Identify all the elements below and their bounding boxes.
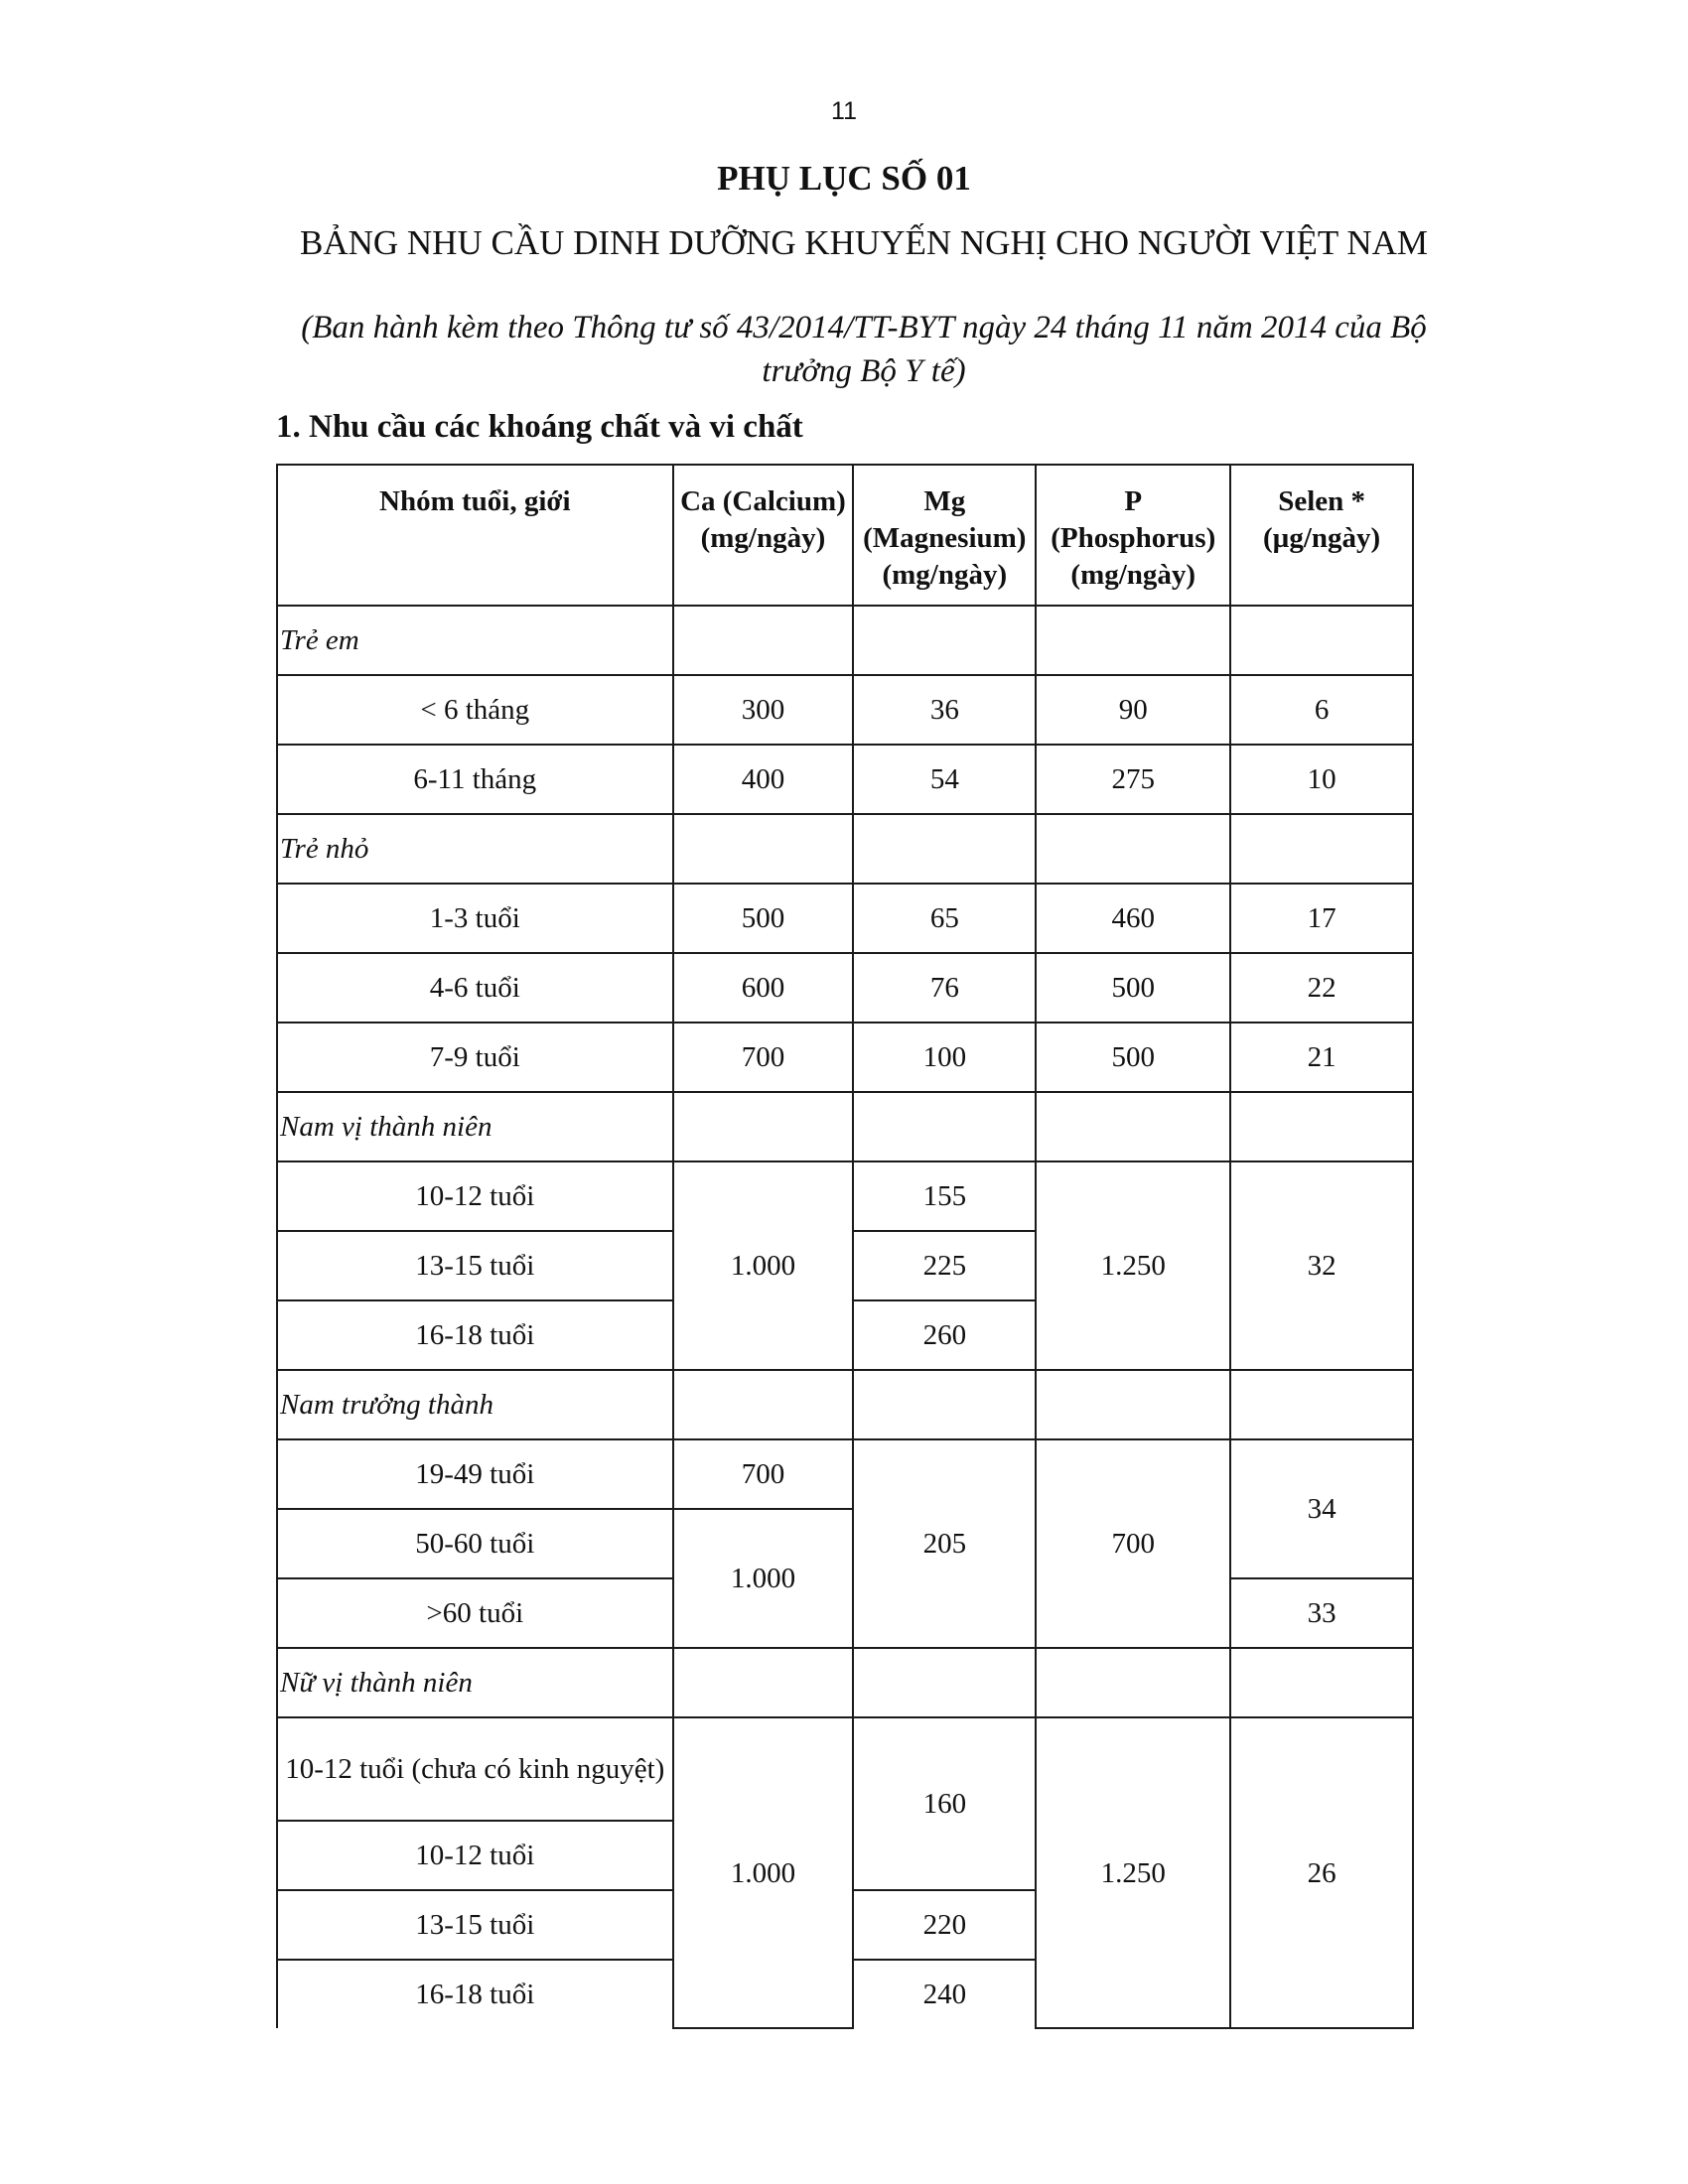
age-cell: >60 tuổi	[277, 1578, 673, 1648]
selen-cell: 22	[1230, 953, 1413, 1023]
age-cell: 10-12 tuổi (chưa có kinh nguyệt)	[277, 1717, 673, 1821]
group-row-nam-vi-thanh-nien	[277, 1092, 1413, 1161]
age-cell: 10-12 tuổi	[277, 1821, 673, 1890]
age-cell: < 6 tháng	[277, 675, 673, 745]
age-cell: 50-60 tuổi	[277, 1509, 673, 1578]
table-row	[277, 953, 1413, 1023]
empty-cell	[673, 1370, 854, 1439]
header-calcium: Ca (Calcium) (mg/ngày)	[673, 465, 854, 606]
group-label: Trẻ em	[277, 606, 673, 675]
calcium-cell: 1.000	[673, 1161, 854, 1370]
page-number: 11	[831, 97, 857, 125]
age-cell: 13-15 tuổi	[277, 1890, 673, 1960]
group-label: Nam trưởng thành	[277, 1370, 673, 1439]
calcium-cell: 700	[673, 1023, 854, 1092]
age-cell: 16-18 tuổi	[277, 1960, 673, 2028]
selen-cell: 33	[1230, 1578, 1413, 1648]
phosphorus-cell: 700	[1036, 1439, 1230, 1648]
group-row-tre-nho	[277, 814, 1413, 884]
empty-cell	[1036, 606, 1230, 675]
empty-cell	[1036, 1648, 1230, 1717]
table-row	[277, 745, 1413, 814]
empty-cell	[1230, 1092, 1413, 1161]
calcium-cell: 1.000	[673, 1717, 854, 2028]
age-cell: 6-11 tháng	[277, 745, 673, 814]
magnesium-cell: 76	[853, 953, 1036, 1023]
section-heading: 1. Nhu cầu các khoáng chất và vi chất	[276, 409, 803, 445]
table-row	[277, 1161, 1413, 1231]
nutrition-table	[276, 464, 1414, 2029]
selen-cell: 21	[1230, 1023, 1413, 1092]
calcium-cell: 300	[673, 675, 854, 745]
magnesium-cell: 205	[853, 1439, 1036, 1648]
empty-cell	[673, 1648, 854, 1717]
selen-cell: 32	[1230, 1161, 1413, 1370]
document-title: BẢNG NHU CẦU DINH DƯỠNG KHUYẾN NGHỊ CHO NGƯỜI VIỆT NAM	[299, 223, 1428, 262]
header-row	[277, 465, 1413, 606]
age-cell: 13-15 tuổi	[277, 1231, 673, 1300]
empty-cell	[1230, 1648, 1413, 1717]
calcium-cell: 400	[673, 745, 854, 814]
group-row-nam-truong-thanh	[277, 1370, 1413, 1439]
header-selen: Selen * (µg/ngày)	[1230, 465, 1413, 606]
table-row	[277, 1439, 1413, 1509]
empty-cell	[673, 814, 854, 884]
phosphorus-cell: 500	[1036, 953, 1230, 1023]
phosphorus-cell: 460	[1036, 884, 1230, 953]
selen-cell: 34	[1230, 1439, 1413, 1578]
empty-cell	[1036, 1370, 1230, 1439]
age-cell: 10-12 tuổi	[277, 1161, 673, 1231]
group-row-nu-vi-thanh-nien	[277, 1648, 1413, 1717]
empty-cell	[1230, 1370, 1413, 1439]
phosphorus-cell: 1.250	[1036, 1161, 1230, 1370]
phosphorus-cell: 90	[1036, 675, 1230, 745]
phosphorus-cell: 500	[1036, 1023, 1230, 1092]
magnesium-cell: 65	[853, 884, 1036, 953]
empty-cell	[1036, 814, 1230, 884]
age-cell: 19-49 tuổi	[277, 1439, 673, 1509]
magnesium-cell: 160	[853, 1717, 1036, 1890]
table-row	[277, 1717, 1413, 1821]
age-cell: 4-6 tuổi	[277, 953, 673, 1023]
group-label: Nữ vị thành niên	[277, 1648, 673, 1717]
magnesium-cell: 36	[853, 675, 1036, 745]
empty-cell	[673, 606, 854, 675]
selen-cell: 6	[1230, 675, 1413, 745]
magnesium-cell: 225	[853, 1231, 1036, 1300]
table-row	[277, 675, 1413, 745]
calcium-cell: 700	[673, 1439, 854, 1509]
selen-cell: 10	[1230, 745, 1413, 814]
calcium-cell: 600	[673, 953, 854, 1023]
table-row	[277, 884, 1413, 953]
magnesium-cell: 260	[853, 1300, 1036, 1370]
empty-cell	[853, 814, 1036, 884]
magnesium-cell: 240	[853, 1960, 1036, 2028]
selen-cell: 17	[1230, 884, 1413, 953]
calcium-cell: 1.000	[673, 1509, 854, 1648]
group-label: Trẻ nhỏ	[277, 814, 673, 884]
age-cell: 1-3 tuổi	[277, 884, 673, 953]
issuance-note: (Ban hành kèm theo Thông tư số 43/2014/TT-BYT ngày 24 tháng 11 năm 2014 của Bộ trưởng Bộ Y tế)	[301, 310, 1427, 389]
magnesium-cell: 54	[853, 745, 1036, 814]
phosphorus-cell: 1.250	[1036, 1717, 1230, 2028]
calcium-cell: 500	[673, 884, 854, 953]
empty-cell	[1230, 606, 1413, 675]
header-magnesium: Mg (Magnesium) (mg/ngày)	[853, 465, 1036, 606]
age-cell: 16-18 tuổi	[277, 1300, 673, 1370]
magnesium-cell: 220	[853, 1890, 1036, 1960]
empty-cell	[853, 1648, 1036, 1717]
empty-cell	[673, 1092, 854, 1161]
header-phosphorus: P (Phosphorus) (mg/ngày)	[1036, 465, 1230, 606]
empty-cell	[853, 606, 1036, 675]
group-row-tre-em	[277, 606, 1413, 675]
magnesium-cell: 100	[853, 1023, 1036, 1092]
empty-cell	[1230, 814, 1413, 884]
table-row	[277, 1023, 1413, 1092]
appendix-title: PHỤ LỤC SỐ 01	[717, 159, 971, 198]
selen-cell: 26	[1230, 1717, 1413, 2028]
magnesium-cell: 155	[853, 1161, 1036, 1231]
empty-cell	[853, 1092, 1036, 1161]
empty-cell	[1036, 1092, 1230, 1161]
phosphorus-cell: 275	[1036, 745, 1230, 814]
header-group: Nhóm tuổi, giới	[277, 465, 673, 606]
empty-cell	[853, 1370, 1036, 1439]
group-label: Nam vị thành niên	[277, 1092, 673, 1161]
age-cell: 7-9 tuổi	[277, 1023, 673, 1092]
